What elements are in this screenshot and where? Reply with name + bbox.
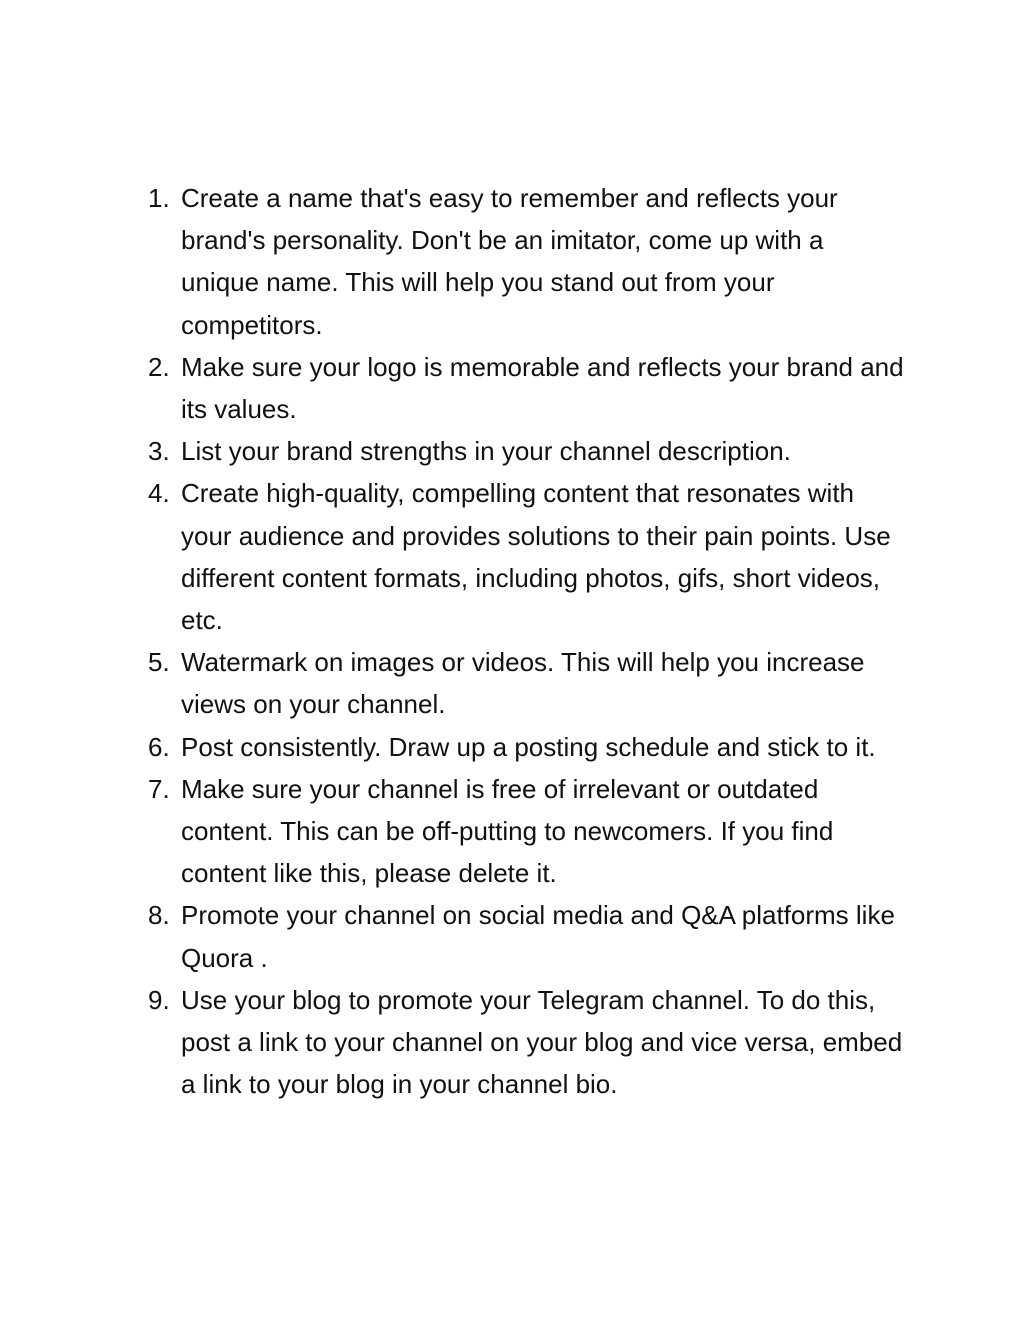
list-item [148, 768, 908, 895]
list-item-text: Watermark on images or videos. This will help you increase views on your channel. [181, 647, 865, 720]
list-item [148, 726, 908, 768]
list-item [148, 177, 908, 346]
list-item-number: 3. [148, 436, 170, 467]
list-item-number: 7. [148, 773, 170, 804]
list-item-number: 8. [148, 900, 170, 931]
list-item [148, 979, 908, 1106]
list-item [148, 894, 908, 978]
list-item-text: Create high-quality, compelling content that resonates with your audience and provides solutions to their pain points. Use different content formats, including photos, gifs, short videos, etc. [181, 478, 891, 636]
list-item-number: 4. [148, 478, 170, 509]
tips-list [148, 177, 908, 1105]
list-item [148, 472, 908, 641]
list-item-text: Create a name that's easy to remember and reflects your brand's personality. Don't be an imitator, come up with a unique name. This will help you stand out from your competitors. [181, 183, 838, 340]
list-item-number: 6. [148, 731, 170, 762]
list-item-number: 1. [148, 183, 170, 213]
list-item [148, 430, 908, 472]
list-item-text: List your brand strengths in your channel description. [181, 436, 791, 467]
list-item-number: 9. [148, 984, 170, 1015]
list-item-number: 5. [148, 647, 170, 678]
list-item-text: Use your blog to promote your Telegram channel. To do this, post a link to your channel on your blog and vice versa, embed a link to your blog in your channel bio. [181, 984, 903, 1100]
list-item-text: Promote your channel on social media and Q&A platforms like Quora . [181, 900, 895, 973]
list-item [148, 641, 908, 725]
list-item-number: 2. [148, 351, 170, 382]
list-item [148, 346, 908, 430]
list-item-text: Post consistently. Draw up a posting schedule and stick to it. [181, 731, 876, 762]
list-item-text: Make sure your channel is free of irrelevant or outdated content. This can be off-putting to newcomers. If you find content like this, please delete it. [181, 773, 834, 889]
list-item-text: Make sure your logo is memorable and reflects your brand and its values. [181, 351, 904, 425]
